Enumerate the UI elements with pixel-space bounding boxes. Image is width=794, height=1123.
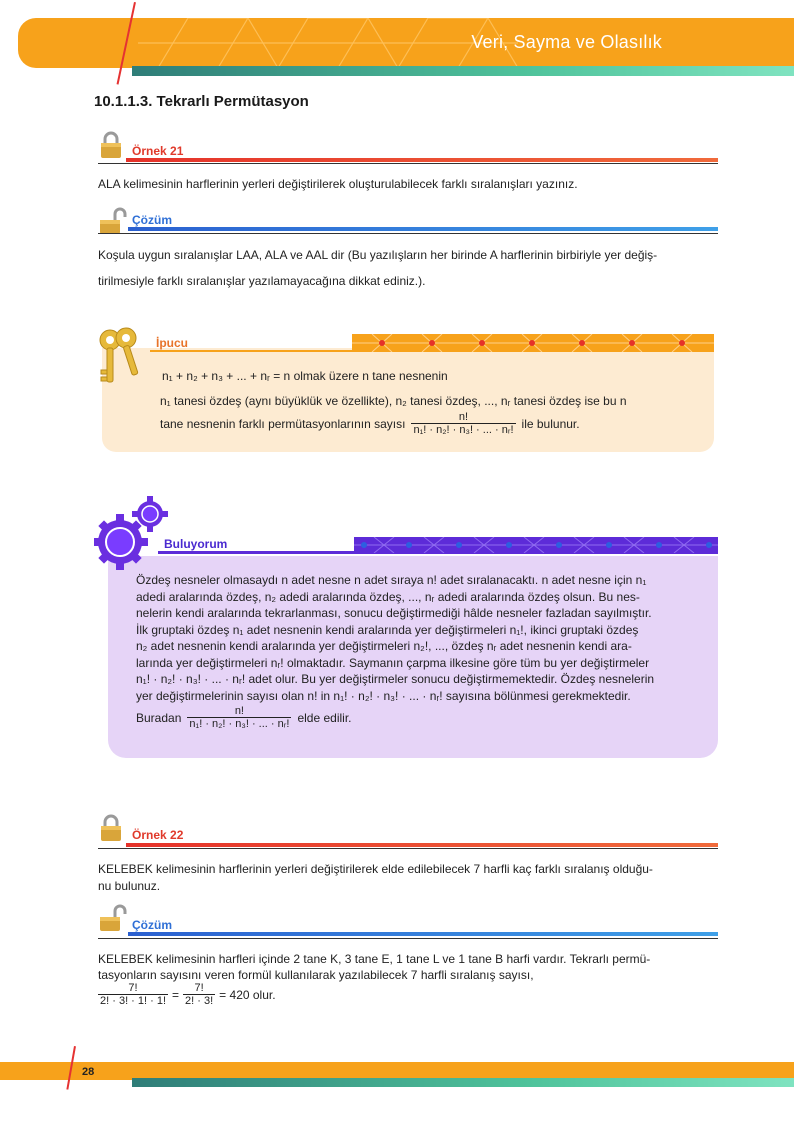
keys-icon [96,326,152,388]
solution-21-line1: Koşula uygun sıralanışlar LAA, ALA ve AAL dir (Bu yazılışların her birinde A harflerinin birbiriyle yer değiş- [98,248,658,262]
solution-22-f2-den: 2! · 3! [185,995,214,1007]
header-hex-pattern [18,18,794,68]
tip-sum-formula: n₁ + n₂ + n₃ + ... + nᵣ = n [162,369,291,383]
solution-22-line1: KELEBEK kelimesinin harfleri içinde 2 tane K, 3 tane E, 1 tane L ve 1 tane B harfi vardır. Tekrarlı permü- [98,952,651,966]
buluyorum-last-pre: Buradan [136,710,182,725]
divider [98,848,718,849]
tip-frac-den: n₁! · n₂! · n₃! · ... · nᵣ! [413,424,514,436]
buluyorum-pattern-band [354,537,718,553]
buluyorum-line: n₁! · n₂! · n₃! · ... · nᵣ! adet olur. Bu yer değiştirmeler sonucu değiştirmemektedir. Özdeş nesnelerin [136,672,655,686]
tip-line3 [160,411,580,436]
solution-22-line2: tasyonların sayısını veren formül kullanılarak yazılabilecek 7 harfli sıralanış sayısı, [98,968,534,982]
open-padlock-icon [98,206,128,236]
tip-label: İpucu [156,336,188,350]
buluyorum-line: İlk gruptaki özdeş n₁ adet nesnenin kendi aralarında yer değiştirmeleri n₁!, ikinci gruptaki özdeş [136,622,639,637]
example-22-line1: KELEBEK kelimesinin harflerinin yerleri değiştirilerek elde edilebilecek 7 harfli kaç farklı sıralanış olduğu- [98,862,653,876]
buluyorum-line: nelerin kendi aralarında tekrarlanması, sonucu değiştirmediği hâlde nesneler fazladan sayılmıştır. [136,606,652,620]
tip-line1 [162,367,448,385]
padlock-icon [98,813,124,843]
tip-frac-num: n! [458,411,469,423]
section-title: 10.1.1.3. Tekrarlı Permütasyon [94,93,309,110]
solution-22-fraction-2 [183,982,215,1007]
buluyorum-last-line [136,705,712,730]
example-22-bar [126,843,718,847]
buluyorum-band-pattern [354,537,718,553]
header-green-strip [132,66,794,76]
buluyorum-fraction [187,705,291,730]
buluyorum-line: Özdeş nesneler olmasaydı n adet nesne n adet sıraya n! adet sıralanacaktı. n adet nesne için n₁ [136,573,647,587]
solution-22-result: = 420 olur. [219,987,276,1002]
header-band [18,18,794,68]
solution-21-line2: tirilmesiyle farklı sıralanışlar yazılamayacağına dikkat ediniz.). [98,274,426,288]
tip-line2: n₁ tanesi özdeş (aynı büyüklük ve özellikte), n₂ tanesi özdeş, ..., nᵣ tanesi özdeş ise bu n [160,394,627,408]
example-21-question: ALA kelimesinin harflerinin yerleri değiştirilerek oluşturulabilecek farklı sıralanışları yazınız. [98,177,578,191]
solution-22-formula [98,982,276,1007]
header-title: Veri, Sayma ve Olasılık [471,32,662,52]
solution-22-f2-num: 7! [194,982,204,994]
tip-line3-post: ile bulunur. [521,416,580,431]
tip-line3-pre: tane nesnenin farklı permütasyonlarının sayısı [160,416,406,431]
example-22-label: Örnek 22 [132,828,184,842]
buluyorum-line: n₂ adet nesnenin kendi aralarında yer değiştirmeleri n₂!, ..., özdeş nᵣ adet nesnenin kendi ara- [136,639,632,653]
buluyorum-label: Buluyorum [164,537,228,551]
divider [98,163,718,164]
open-padlock-icon [98,903,128,933]
solution-21-label: Çözüm [132,213,172,227]
buluyorum-text [136,572,712,730]
solution-22-f1-den: 2! · 3! · 1! · 1! [100,995,167,1007]
divider [98,938,718,939]
solution-22-bar [128,932,718,936]
example-21-label: Örnek 21 [132,144,184,158]
padlock-icon [98,130,124,160]
page-number: 28 [82,1066,95,1078]
example-21-bar [126,158,718,162]
divider [98,233,718,234]
buluyorum-last-post: elde edilir. [297,710,352,725]
footer-green-strip [132,1078,794,1087]
tip-line1-text: olmak üzere n tane nesnenin [293,369,448,383]
tip-band-pattern [352,334,714,352]
equals-sign: = [172,987,180,1002]
buluyorum-frac-den: n₁! · n₂! · n₃! · ... · nᵣ! [189,718,290,730]
example-22-line2: nu bulunuz. [98,879,161,893]
gears-icon [94,496,174,572]
buluyorum-frac-num: n! [234,705,244,717]
buluyorum-line: larında yer değiştirmeleri nᵣ! olmaktadır. Saymanın çarpma ilkesine göre tüm bu yer değiştirmeler [136,655,650,670]
buluyorum-line: adedi aralarında özdeş, n₂ adedi aralarında özdeş, ..., nᵣ adedi aralarında özdeş olsun. Bu nes- [136,589,640,604]
solution-22-f1-num: 7! [128,982,138,994]
solution-22-fraction-1 [98,982,168,1007]
solution-21-bar [128,227,718,231]
buluyorum-line: yer değiştirmelerinin sayısı olan n! in n₁! · n₂! · n₃! · ... · nᵣ! sayısına bölünmesi gerekmektedir. [136,688,631,703]
tip-fraction [411,411,515,436]
solution-22-label: Çözüm [132,918,172,932]
tip-pattern-band [352,334,714,352]
